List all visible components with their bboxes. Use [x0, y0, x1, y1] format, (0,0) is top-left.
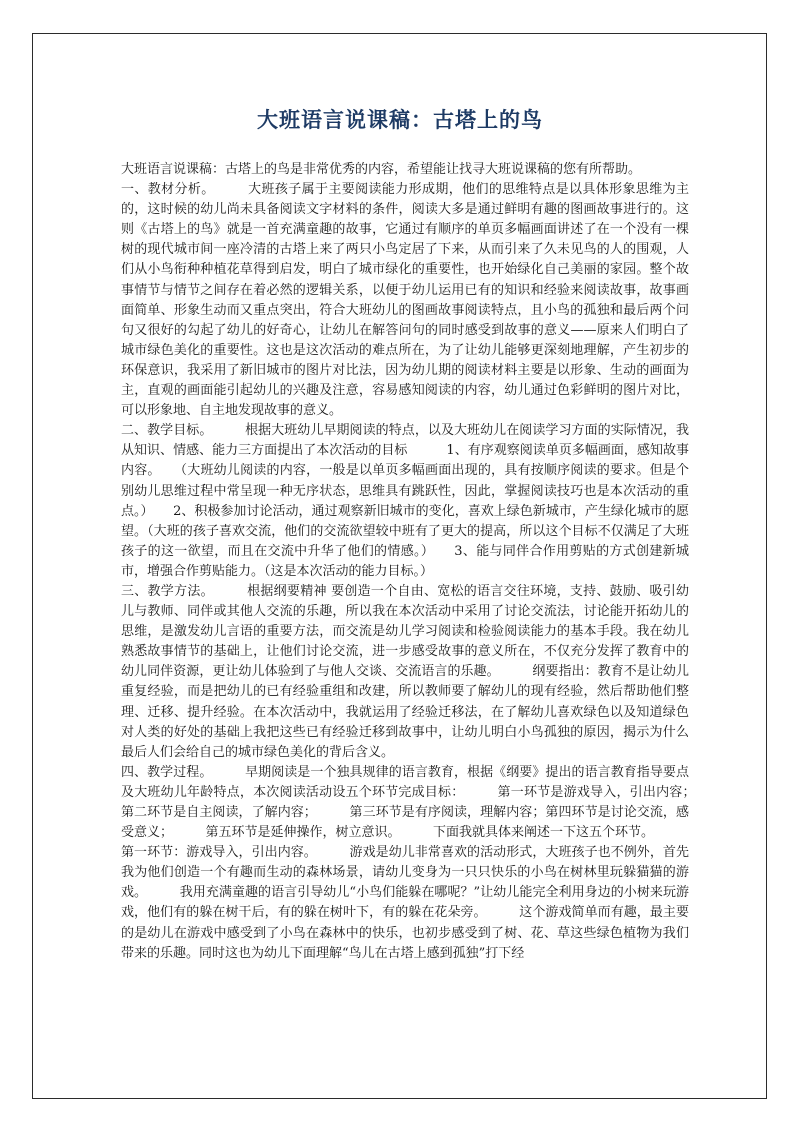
section-step-one: 第一环节：游戏导入，引出内容。 游戏是幼儿非常喜欢的活动形式，大班孩子也不例外，首先我为他们创造一个有趣而生动的森林场景，请幼儿变身为一只只快乐的小鸟在树林里玩躲猫猫的游戏。 我用充满童趣的语言引导幼儿“小鸟们能躲在哪呢？”让幼儿能完全利用身边的小树来玩游戏，他们有的躲在树干后，有的躲在树叶下，有的躲在花朵旁。 这个游戏简单而有趣，最主要的是幼儿在游戏中感受到了小鸟在森林中的快乐，也初步感受到了树、花、草这些绿色植物为我们带来的乐趣。同时这也为幼儿下面理解“鸟儿在古塔上感到孤独”打下经	[121, 845, 689, 961]
document-body	[121, 160, 729, 964]
section-teaching-methods: 三、教学方法。 根据纲要精神 要创造一个自由、宽松的语言交往环境，支持、鼓励、吸引幼儿与教师、同伴或其他人交流的乐趣，所以我在本次活动中采用了讨论交流法，讨论能开拓幼儿的思维，是激发幼儿言语的重要方法，而交流是幼儿学习阅读和检验阅读能力的基本手段。我在幼儿熟悉故事情节的基础上，让他们讨论交流，进一步感受故事的意义所在，不仅充分发挥了教育中的幼儿同伴资源，更让幼儿体验到了与他人交谈、交流语言的乐趣。 纲要指出：教育不是让幼儿重复经验，而是把幼儿的已有经验重组和改建，所以教师要了解幼儿的现有经验，然后帮助他们整理、迁移、提升经验。在本次活动中，我就运用了经验迁移法，在了解幼儿喜欢绿色以及知道绿色对人类的好处的基础上我把这些已有经验迁移到故事中，让幼儿明白小鸟孤独的原因，揭示为什么最后人们会给自己的城市绿色美化的背后含义。	[121, 583, 689, 760]
intro-paragraph: 大班语言说课稿：古塔上的鸟是非常优秀的内容，希望能让找寻大班说课稿的您有所帮助。	[121, 162, 642, 177]
section-teaching-process: 四、教学过程。 早期阅读是一个独具规律的语言教育，根据《纲要》提出的语言教育指导要点及大班幼儿年龄特点，本次阅读活动设五个环节完成目标： 第一环节是游戏导入，引出内容； 第二环节是自主阅读，了解内容； 第三环节是有序阅读，理解内容；第四环节是讨论交流，感受意义； 第五环节是延伸操作，树立意识。 下面我就具体来阐述一下这五个环节。	[121, 764, 729, 841]
document-title: 大班语言说课稿：古塔上的鸟	[257, 107, 543, 132]
section-material-analysis: 一、教材分析。 大班孩子属于主要阅读能力形成期，他们的思维特点是以具体形象思维为主的，这时候的幼儿尚未具备阅读文字材料的条件，阅读大多是通过鲜明有趣的图画故事进行的。这则《古塔上的鸟》就是一首充满童趣的故事，它通过有顺序的单页多幅画面讲述了在一个没有一棵树的现代城市间一座冷清的古塔上来了两只小鸟定居了下来，从而引来了久未见鸟的人的围观，人们从小鸟衔种种植花草得到启发，明白了城市绿化的重要性，也开始绿化自己美丽的家园。整个故事情节与情节之间存在着必然的逻辑关系，以便于幼儿运用已有的知识和经验来阅读故事，故事画面简单、形象生动而又重点突出，符合大班幼儿的图画故事阅读特点，且小鸟的孤独和最后两个问句又很好的勾起了幼儿的好奇心，让幼儿在解答问句的同时感受到故事的意义——原来人们明白了城市绿色美化的重要性。这也是这次活动的难点所在，为了让幼儿能够更深刻地理解，产生初步的环保意识，我采用了新旧城市的图片对比法，因为幼儿期的阅读材料主要是以形象、生动的画面为主，直观的画面能引起幼儿的兴趣及注意，容易感知阅读的内容，幼儿通过色彩鲜明的图片对比，可以形象地、自主地发现故事的意义。	[121, 182, 689, 419]
section-teaching-goals: 二、教学目标。 根据大班幼儿早期阅读的特点，以及大班幼儿在阅读学习方面的实际情况，我从知识、情感、能力三方面提出了本次活动的目标 1、有序观察阅读单页多幅画面，感知故事内容。 （大班幼儿阅读的内容，一般是以单页多幅画面出现的，具有按顺序阅读的要求。但是个别幼儿思维过程中常呈现一种无序状态，思维具有跳跃性，因此，掌握阅读技巧也是本次活动的重点。） 2、积极参加讨论活动，通过观察新旧城市的变化，喜欢上绿色新城市，产生绿化城市的愿望。（大班的孩子喜欢交流，他们的交流欲望较中班有了更大的提高，所以这个目标不仅满足了大班孩子的这一欲望，而且在交流中升华了他们的情感。） 3、能与同伴合作用剪贴的方式创建新城市，增强合作剪贴能力。（这是本次活动的能力目标。）	[121, 423, 689, 579]
